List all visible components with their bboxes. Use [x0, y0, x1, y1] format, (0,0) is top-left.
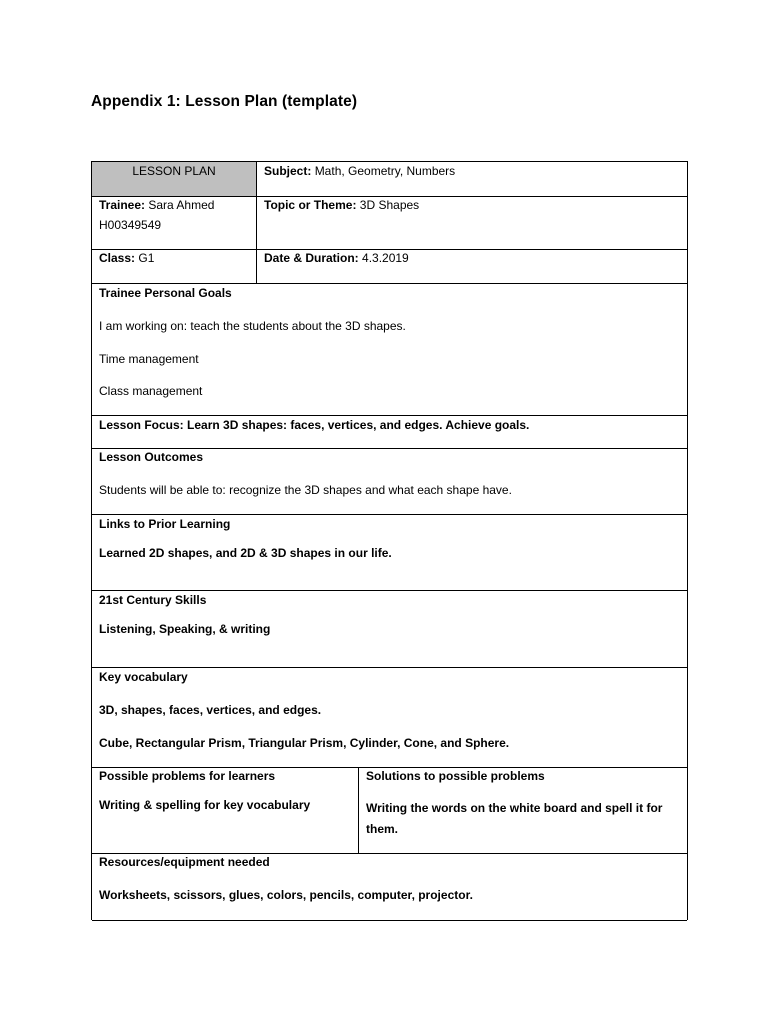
solutions-line: Writing the words on the white board and spell it for — [366, 801, 663, 815]
solutions-cell — [359, 768, 687, 853]
skills-text: Listening, Speaking, & writing — [99, 622, 271, 636]
resources-heading: Resources/equipment needed — [99, 855, 270, 869]
lesson-plan-table — [91, 161, 688, 920]
vocabulary-line: 3D, shapes, faces, vertices, and edges. — [99, 703, 322, 717]
subject-text — [264, 163, 455, 179]
vocabulary-heading: Key vocabulary — [99, 670, 188, 684]
solutions-line: them. — [366, 822, 399, 836]
goals-line: Time management — [99, 352, 199, 366]
prior-learning-heading: Links to Prior Learning — [99, 517, 231, 531]
lesson-plan-header-cell — [92, 162, 257, 196]
prior-learning-text: Learned 2D shapes, and 2D & 3D shapes in our life. — [99, 546, 392, 560]
page-title: Appendix 1: Lesson Plan (template) — [91, 93, 358, 110]
goals-heading: Trainee Personal Goals — [99, 286, 232, 300]
vocabulary-row — [92, 668, 687, 768]
topic-label: Topic or Theme: — [264, 198, 357, 212]
lesson-focus: Lesson Focus: Learn 3D shapes: faces, vertices, and edges. Achieve goals. — [99, 418, 530, 432]
subject-label: Subject: — [264, 164, 312, 178]
outcomes-row — [92, 449, 687, 515]
skills-row — [92, 591, 687, 668]
trainee-text — [99, 197, 214, 213]
date-label: Date & Duration: — [264, 251, 359, 265]
subject-value: Math, Geometry, Numbers — [314, 164, 456, 178]
problems-cell — [92, 768, 359, 853]
class-text — [99, 250, 154, 266]
skills-heading: 21st Century Skills — [99, 593, 207, 607]
resources-row — [92, 854, 687, 921]
subject-cell — [257, 162, 687, 196]
goals-line: Class management — [99, 384, 203, 398]
trainee-label: Trainee: — [99, 198, 146, 212]
solutions-heading: Solutions to possible problems — [366, 769, 545, 783]
prior-learning-row — [92, 515, 687, 591]
goals-row — [92, 284, 687, 416]
vocabulary-line: Cube, Rectangular Prism, Triangular Prism, Cylinder, Cone, and Sphere. — [99, 736, 510, 750]
trainee-id: H00349549 — [99, 218, 162, 232]
class-cell — [92, 250, 257, 283]
class-label: Class: — [99, 251, 136, 265]
topic-cell — [257, 197, 687, 249]
resources-text: Worksheets, scissors, glues, colors, pencils, computer, projector. — [99, 888, 473, 902]
outcomes-heading: Lesson Outcomes — [99, 450, 204, 464]
goals-line: I am working on: teach the students about the 3D shapes. — [99, 319, 406, 333]
date-cell — [257, 250, 687, 283]
header-row — [92, 162, 687, 197]
date-value: 4.3.2019 — [362, 251, 409, 265]
topic-text — [264, 197, 419, 213]
problems-text: Writing & spelling for key vocabulary — [99, 798, 311, 812]
topic-value: 3D Shapes — [359, 198, 420, 212]
trainee-name: Sara Ahmed — [148, 198, 215, 212]
problems-heading: Possible problems for learners — [99, 769, 276, 783]
date-text — [264, 250, 409, 266]
trainee-row — [92, 197, 687, 250]
focus-row — [92, 416, 687, 449]
problems-row — [92, 768, 687, 854]
class-row — [92, 250, 687, 284]
class-value: G1 — [138, 251, 155, 265]
trainee-cell — [92, 197, 257, 249]
lesson-plan-header: LESSON PLAN — [132, 164, 216, 178]
outcomes-text: Students will be able to: recognize the 3D shapes and what each shape have. — [99, 483, 512, 497]
